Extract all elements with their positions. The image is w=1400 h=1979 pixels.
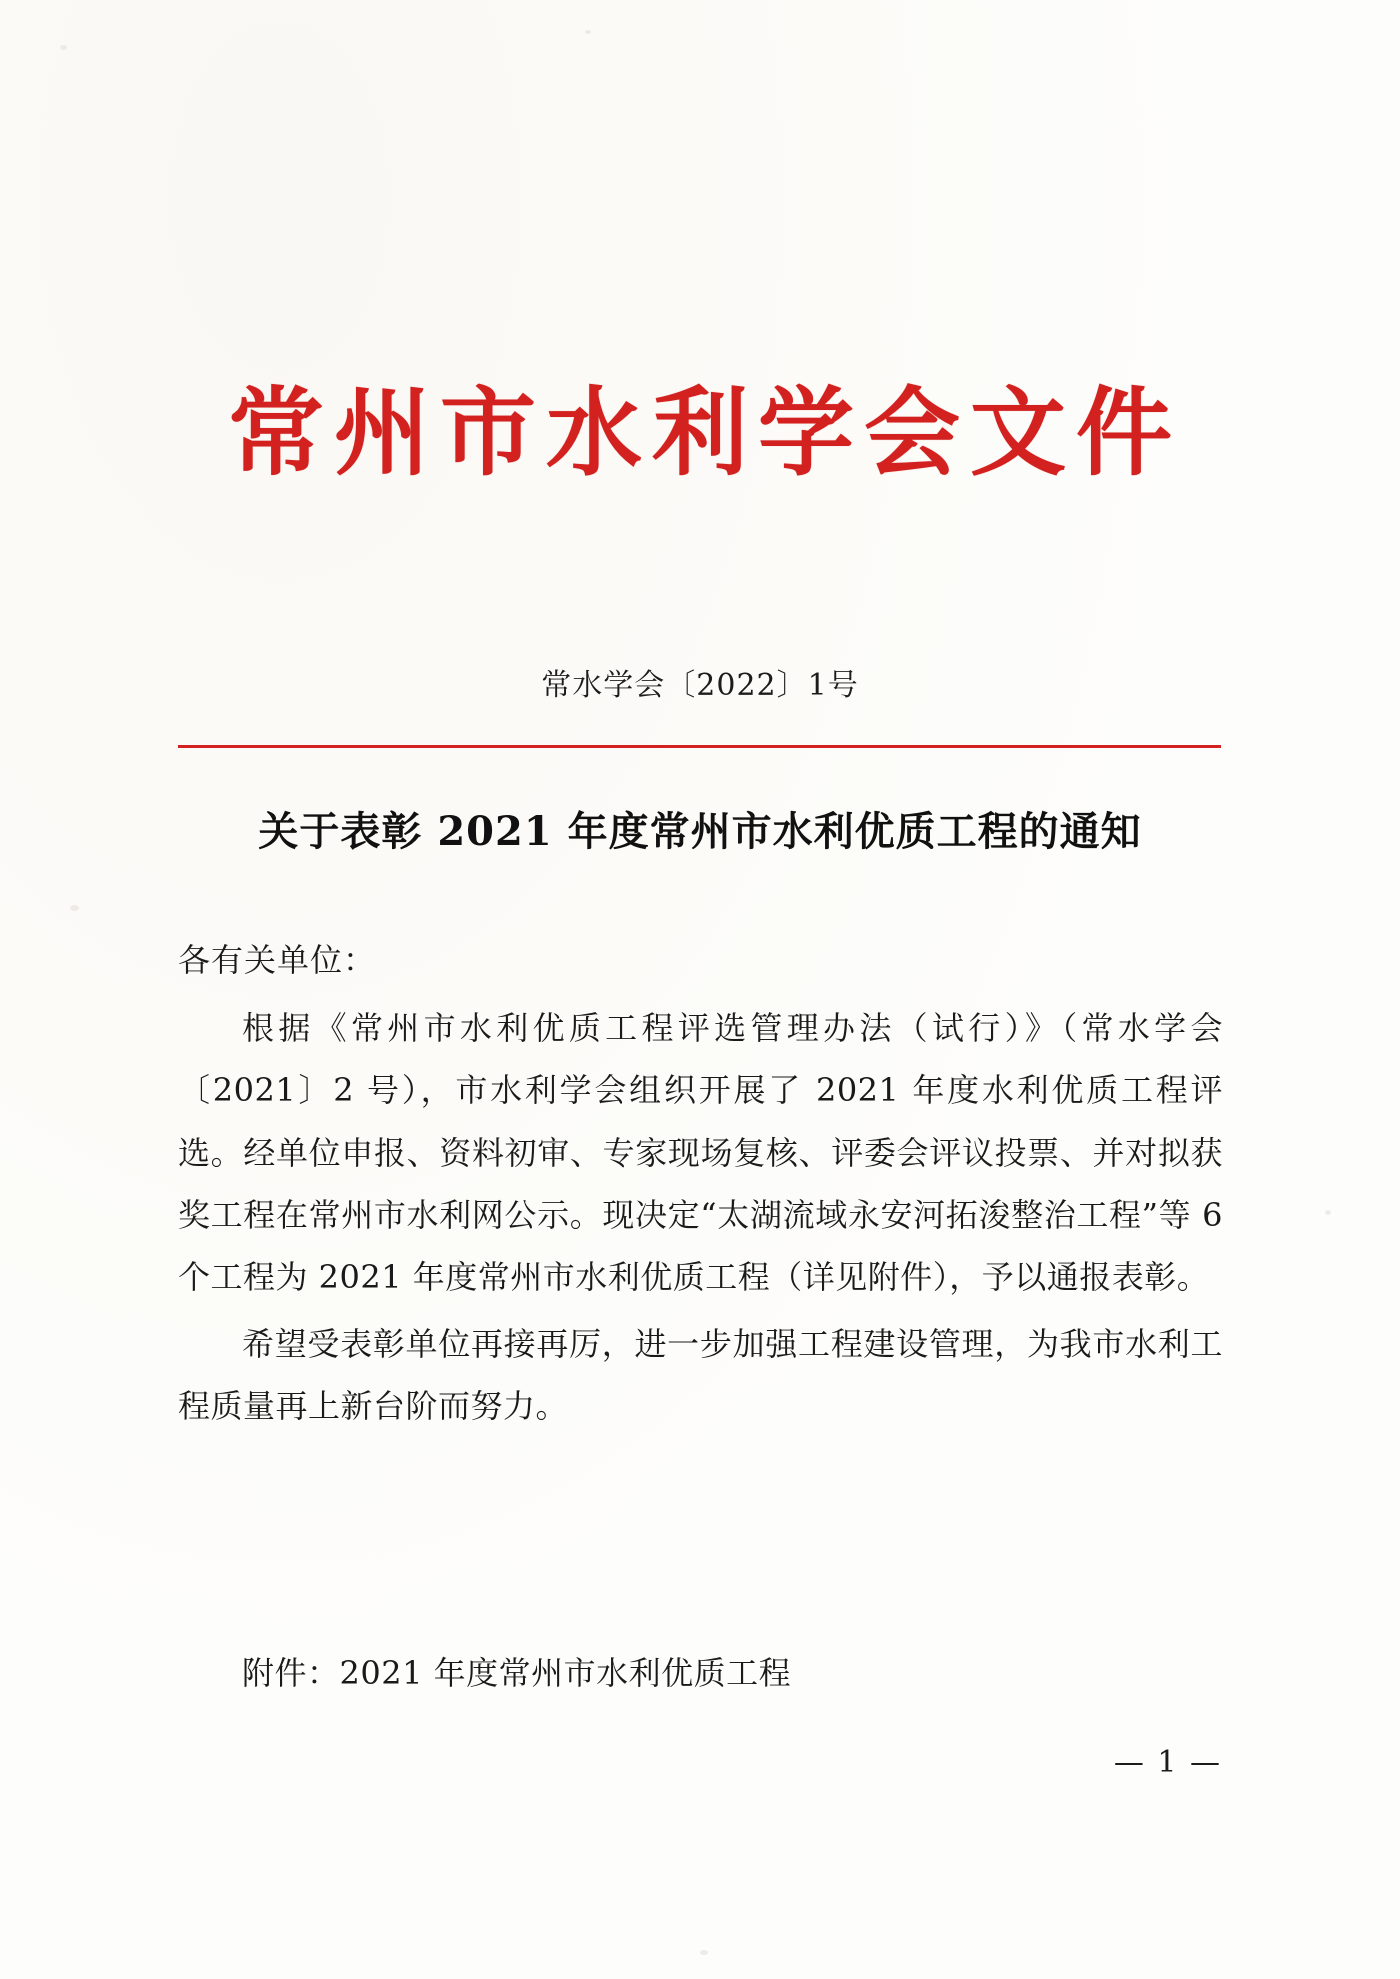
scan-speck (700, 1950, 708, 1955)
document-number: 常水学会〔2022〕1号 (541, 668, 859, 703)
scan-speck (60, 45, 67, 50)
scan-speck (1325, 1210, 1331, 1215)
salutation: 各有关单位： (178, 941, 377, 979)
masthead (0, 376, 1400, 489)
masthead-title: 常州市水利学会文件 (228, 376, 1182, 489)
attachment-line: 附件：2021 年度常州市水利优质工程 (242, 1654, 792, 1692)
red-divider-rule (178, 745, 1221, 748)
page-title: 关于表彰 2021 年度常州市水利优质工程的通知 (258, 808, 1142, 855)
scan-speck (585, 30, 591, 34)
body-text (178, 930, 1223, 1442)
page-number: — 1 — (1113, 1745, 1222, 1780)
paragraph-2: 希望受表彰单位再接再厉，进一步加强工程建设管理，为我市水利工程质量再上新台阶而努力。 (178, 1324, 1223, 1426)
paragraph-1: 根据《常州市水利优质工程评选管理办法（试行）》（常水学会〔2021〕2 号），市水利学会组织开展了 2021 年度水利优质工程评选。经单位申报、资料初审、专家现场复核、评委会评议投票、并对拟获奖工程在常州市水利网公示。现决定“太湖流域永安河拓浚整治工程”等 6 个工程为 2021 年度常州市水利优质工程（详见附件），予以通报表彰。 (178, 1008, 1223, 1297)
scan-speck (70, 905, 79, 911)
